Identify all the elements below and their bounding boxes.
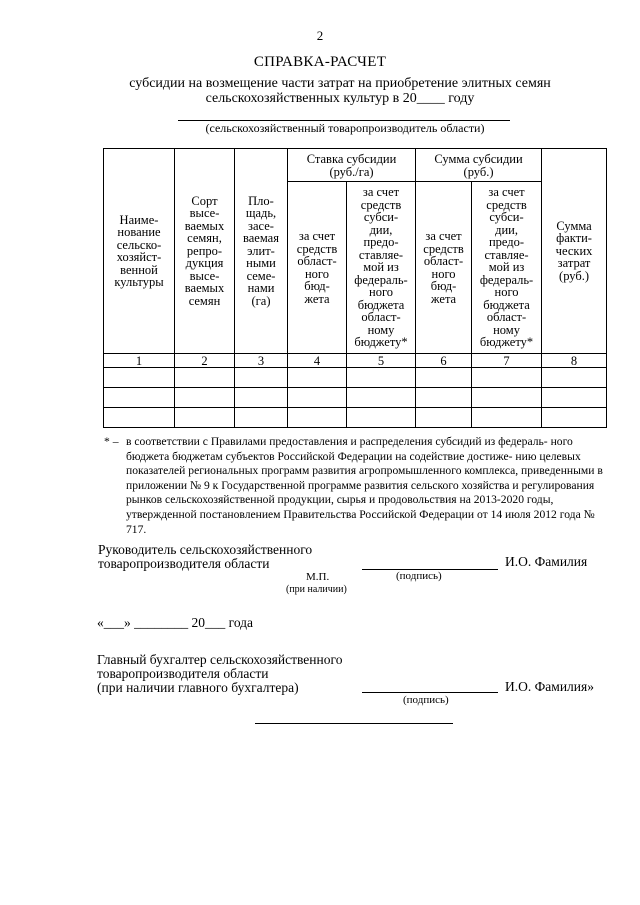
header-text-line: Ставка субсидии: [306, 152, 397, 166]
header-text-line: жета: [304, 291, 330, 306]
header-text-line: ческих: [555, 243, 593, 258]
header-text-line: бюджета: [483, 297, 530, 312]
header-text-line: предо-: [488, 235, 525, 250]
header-text-line: семе-: [246, 268, 276, 283]
accountant-signature-caption: (подпись): [403, 694, 449, 706]
header-text-line: ваемых: [184, 218, 225, 233]
accountant-title-line-3: (при наличии главного бухгалтера): [97, 680, 299, 695]
column-number: 2: [175, 354, 235, 368]
header-text-line: мой из: [363, 260, 399, 275]
header-text-line: бюджету*: [354, 335, 408, 350]
accountant-signature-line[interactable]: [362, 692, 498, 693]
table-cell[interactable]: [235, 408, 288, 428]
table-cell[interactable]: [542, 368, 607, 388]
header-text-line: ного: [431, 266, 456, 281]
header-text-line: засе-: [248, 218, 274, 233]
table-cell[interactable]: [104, 388, 175, 408]
table-cell[interactable]: [472, 368, 542, 388]
header-text-line: за счет: [362, 185, 400, 200]
table-cell[interactable]: [472, 388, 542, 408]
header-text-line: мой из: [488, 260, 525, 275]
table-cell[interactable]: [235, 388, 288, 408]
header-text-line: средств: [486, 197, 527, 212]
table-cell[interactable]: [416, 368, 472, 388]
header-rate-federal: [347, 182, 416, 354]
table-cell[interactable]: [175, 408, 235, 428]
table-cell[interactable]: [472, 408, 542, 428]
header-text-line: ставляе-: [358, 247, 404, 262]
header-text-line: Наиме-: [119, 212, 159, 227]
footnote: [104, 435, 604, 537]
column-number: 1: [104, 354, 175, 368]
header-text-line: дии,: [495, 222, 518, 237]
accountant-title-line-2: товаропроизводителя области: [97, 666, 269, 681]
table-cell[interactable]: [175, 368, 235, 388]
closing-divider: [255, 723, 453, 724]
table-row: [104, 408, 607, 428]
header-text-line: ного: [494, 285, 519, 300]
header-text-line: област-: [297, 254, 337, 268]
producer-caption: (сельскохозяйственный товаропроизводитель области): [205, 121, 485, 135]
table-cell[interactable]: [542, 388, 607, 408]
accountant-title: [97, 653, 342, 695]
header-text-line: факти-: [556, 231, 592, 246]
table-cell[interactable]: [175, 388, 235, 408]
header-text-line: бюд-: [304, 279, 330, 293]
head-name: И.О. Фамилия: [505, 554, 588, 569]
header-text-line: средств: [360, 197, 402, 212]
table-cell[interactable]: [347, 368, 416, 388]
header-text-line: сельско-: [116, 237, 162, 252]
header-text-line: средств: [296, 241, 338, 256]
header-text-line: семян,: [187, 231, 222, 246]
document-subtitle: [90, 76, 590, 106]
header-text-line: хозяйст-: [116, 250, 162, 264]
header-text-line: бюджету*: [479, 335, 534, 350]
header-text-line: семян: [188, 293, 221, 308]
table-row: [104, 388, 607, 408]
header-text-line: ному: [367, 322, 395, 337]
head-title-line-1: Руководитель сельскохозяйственного: [98, 542, 313, 557]
head-signature-caption: (подпись): [396, 570, 442, 582]
header-text-line: культуры: [114, 275, 164, 289]
header-text-line: област-: [486, 310, 527, 325]
header-text-line: субси-: [363, 210, 399, 225]
head-title-line-2: товаропроизводителя области: [98, 556, 270, 571]
column-number: 6: [416, 354, 472, 368]
header-text-line: жета: [430, 291, 457, 306]
page-number: 2: [316, 28, 324, 43]
table-cell[interactable]: [416, 408, 472, 428]
header-text-line: венной: [120, 262, 158, 277]
header-text-line: субси-: [489, 210, 524, 225]
header-rate-regional: [288, 182, 347, 354]
table-cell[interactable]: [542, 408, 607, 428]
table-cell[interactable]: [235, 368, 288, 388]
header-text-line: федераль-: [479, 272, 534, 287]
header-text-line: бюджета: [357, 297, 405, 312]
header-text-line: ного: [304, 266, 329, 281]
header-actual-costs: [542, 149, 607, 354]
table-cell[interactable]: [288, 408, 347, 428]
column-number: 8: [542, 354, 607, 368]
header-sum-federal: [472, 182, 542, 354]
header-text-line: высе-: [189, 268, 220, 283]
header-text-line: средств: [423, 241, 464, 256]
column-number-row: [104, 354, 607, 368]
accountant-title-line-1: Главный бухгалтер сельскохозяйственного: [97, 652, 343, 667]
column-number: 3: [235, 354, 288, 368]
header-text-line: ваемая: [243, 231, 279, 246]
table-cell[interactable]: [347, 408, 416, 428]
header-text-line: за счет: [298, 229, 336, 243]
column-number: 4: [288, 354, 347, 368]
header-area: [235, 149, 288, 354]
header-text-line: дукция: [185, 256, 224, 271]
header-crop-name: [104, 149, 175, 354]
header-text-line: высе-: [189, 206, 220, 221]
header-text-line: област-: [361, 310, 401, 325]
header-text-line: за счет: [425, 229, 462, 243]
header-text-line: репро-: [186, 243, 223, 258]
header-text-line: (руб./га): [329, 164, 374, 179]
header-text-line: щадь,: [245, 206, 277, 221]
header-text-line: нами: [247, 281, 275, 296]
date-line[interactable]: «___» ________ 20___ года: [97, 615, 254, 630]
header-subsidy-rate: [288, 149, 416, 182]
header-text-line: Пло-: [248, 193, 274, 208]
table-cell[interactable]: [104, 408, 175, 428]
head-title: [98, 543, 312, 571]
footnote-mark: * –: [104, 435, 119, 448]
table-row: [104, 368, 607, 388]
header-text-line: федераль-: [354, 272, 408, 287]
header-subsidy-sum: [416, 149, 542, 182]
header-text-line: (га): [251, 293, 271, 308]
header-text-line: (руб.): [559, 268, 590, 283]
header-text-line: бюд-: [430, 279, 457, 293]
header-text-line: (руб.): [463, 164, 494, 179]
header-text-line: ного: [369, 285, 394, 300]
header-text-line: дии,: [369, 222, 393, 237]
accountant-name: И.О. Фамилия»: [505, 679, 594, 694]
header-text-line: затрат: [557, 256, 591, 271]
subtitle-line-2: сельскохозяйственных культур в 20____ году: [205, 91, 475, 106]
header-text-line: предо-: [363, 235, 399, 250]
table-cell[interactable]: [104, 368, 175, 388]
subtitle-line-1: субсидии на возмещение части затрат на приобретение элитных семян: [129, 76, 551, 91]
header-text-line: ному: [493, 322, 520, 337]
stamp-label: М.П.: [306, 571, 330, 583]
header-text-line: элит-: [247, 243, 275, 258]
column-number: 5: [347, 354, 416, 368]
table-cell[interactable]: [288, 388, 347, 408]
stamp-note: (при наличии): [286, 584, 347, 595]
header-text-line: ваемых: [184, 281, 225, 296]
document-title: СПРАВКА-РАСЧЕТ: [253, 54, 387, 70]
table-cell[interactable]: [416, 388, 472, 408]
header-text-line: ставляе-: [484, 247, 529, 262]
header-text-line: Сумма субсидии: [434, 152, 523, 166]
header-seed-variety: [175, 149, 235, 354]
header-text-line: ными: [246, 256, 276, 271]
column-number: 7: [472, 354, 542, 368]
header-text-line: Сорт: [191, 193, 218, 208]
subsidy-table: [103, 148, 607, 428]
table-cell[interactable]: [288, 368, 347, 388]
header-text-line: за счет: [488, 185, 525, 200]
header-text-line: нование: [117, 225, 161, 239]
footnote-text: в соответствии с Правилами предоставления и распределения субсидий из федераль- ного бюджета бюджетам субъектов Российской Федерации на содействие достиже- нию целевых показателей региональных программ развития агропромышленного комплекса, приведенными в приложении № 9 к Государственной программе развития сельского хозяйства и регулирования рынков сельскохозяйственной продукции, сырья и продовольствия на 2013-2020 годы, утвержденной постановлением Правительства Российской Федерации от 14 июля 2012 года № 717.: [126, 435, 603, 536]
header-text-line: Сумма: [556, 218, 592, 233]
header-sum-regional: [416, 182, 472, 354]
header-text-line: област-: [423, 254, 464, 268]
table-cell[interactable]: [347, 388, 416, 408]
